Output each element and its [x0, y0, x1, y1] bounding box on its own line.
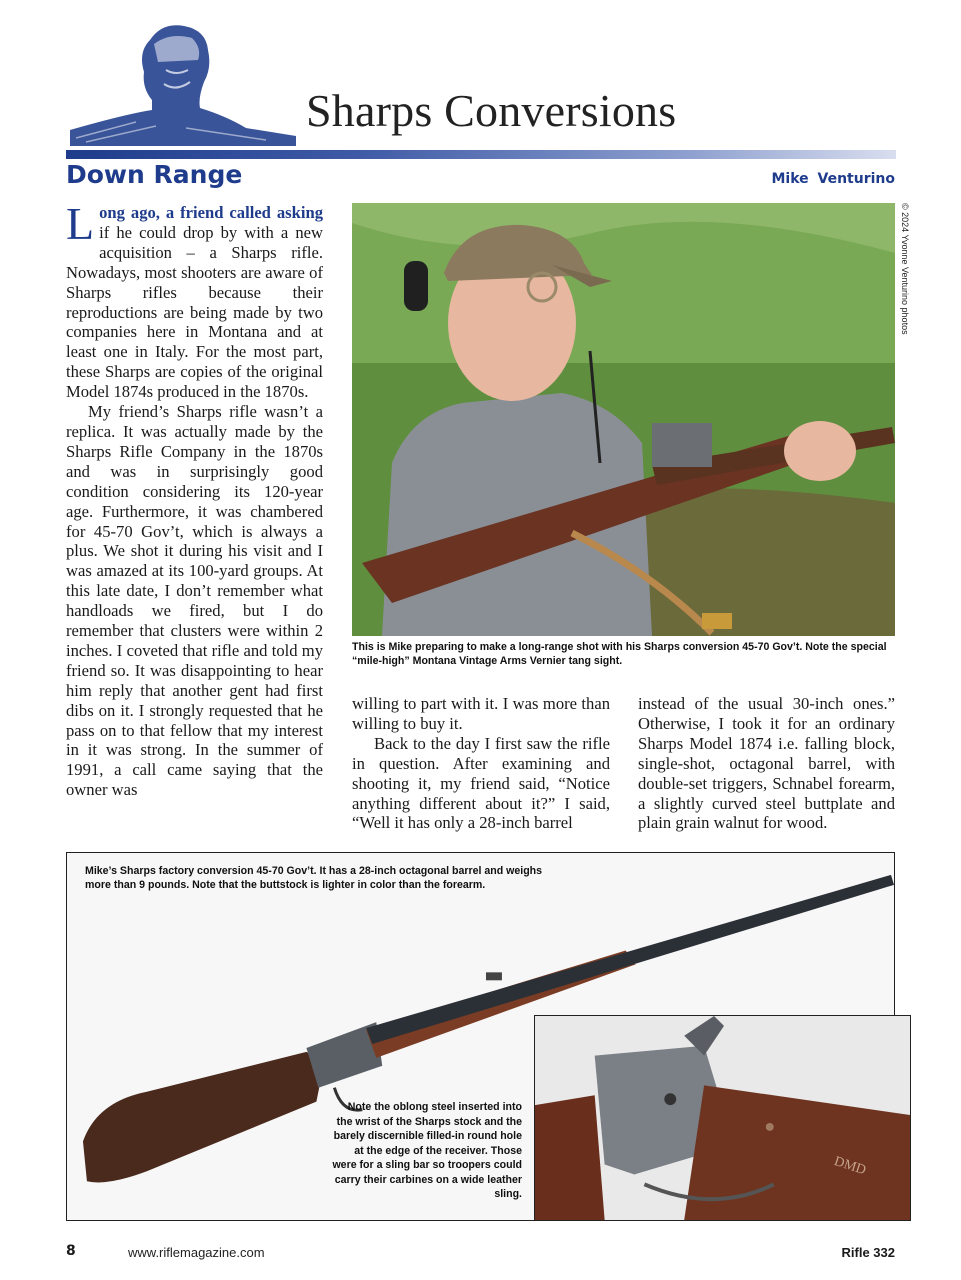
- section-label: Down Range: [66, 160, 243, 189]
- receiver-closeup-photo: [534, 1015, 911, 1221]
- photo-caption-rifle: Mike’s Sharps factory conversion 45-70 Gov’t. It has a 28-inch octagonal barrel and weighs more than 9 pounds. Note that the buttstock is lighter in color than the forearm.: [85, 865, 543, 891]
- page-number: 8: [66, 1243, 76, 1259]
- header-rule: [66, 150, 896, 159]
- stock-marking: DMD: [832, 1154, 868, 1179]
- magazine-url: www.riflemagazine.com: [128, 1245, 265, 1260]
- article-paragraph: My friend’s Sharps rifle wasn’t a replica. It was actually made by the Sharps Rifle Company in the 1870s and was in surprisingly good condition considering its 120-year age. Furthermore, it was chambered for 45-70 Gov’t, which is always a plus. We shot it during his visit and I was amazed at its 100-yard groups. At this late date, I don’t remember what handloads we fired, but I do remember that clusters were within 2 inches. I coveted that rifle and told my friend so. It was disappointing to hear him reply that another gent had first dibs on it. I strongly requested that he pass on to that fellow that my interest in it was strong. In the summer of 1991, a call came saying that the owner was: [66, 402, 323, 800]
- author-byline: Mike Venturino: [771, 171, 895, 187]
- article-title: Sharps Conversions: [306, 85, 677, 136]
- drop-cap: L: [66, 198, 95, 249]
- article-column-1: [66, 198, 323, 800]
- article-paragraph: [66, 198, 323, 402]
- article-paragraph: instead of the usual 30-inch ones.” Otherwise, I took it for an ordinary Sharps Model 1874 i.e. falling block, single-shot, octagonal barrel, with double-set triggers, Schnabel forearm, a slightly curved steel buttplate and plain grain walnut for wood.: [638, 694, 895, 833]
- article-paragraph: willing to part with it. I was more than willing to buy it.: [352, 694, 610, 733]
- photo-caption-inset: Note the oblong steel inserted into the wrist of the Sharps stock and the barely discernible filled-in round hole at the edge of the receiver. Those were for a sling bar so troopers could carry their carbines on a wide leather sling.: [332, 1101, 522, 1200]
- photo-caption-top: This is Mike preparing to make a long-range shot with his Sharps conversion 45-70 Gov’t. Note the special “mile-high” Montana Vintage Arms Vernier tang sight.: [352, 641, 887, 667]
- photo-credit: [898, 203, 912, 353]
- shooter-photo: [352, 203, 895, 636]
- author-portrait: [66, 18, 298, 152]
- article-paragraph: Back to the day I first saw the rifle in question. After examining and shooting it, my friend said, “Notice anything different about it?” I said, “Well it has only a 28-inch barrel: [352, 733, 610, 833]
- photo-credit-text: © 2024 Yvonne Venturino photos: [900, 203, 910, 335]
- lead-in: ong ago, a friend called asking: [99, 203, 323, 222]
- paragraph-text: if he could drop by with a new acquisition – a Sharps rifle. Nowadays, most shooters are aware of Sharps rifles because their reproductions are being made by two companies here in Montana and at least one in Italy. For the most part, these Sharps are copies of the original Model 1874s produced in the 1870s.: [66, 222, 323, 402]
- article-column-3: [638, 694, 895, 833]
- issue-label: Rifle 332: [841, 1245, 895, 1260]
- article-column-2: [352, 694, 610, 833]
